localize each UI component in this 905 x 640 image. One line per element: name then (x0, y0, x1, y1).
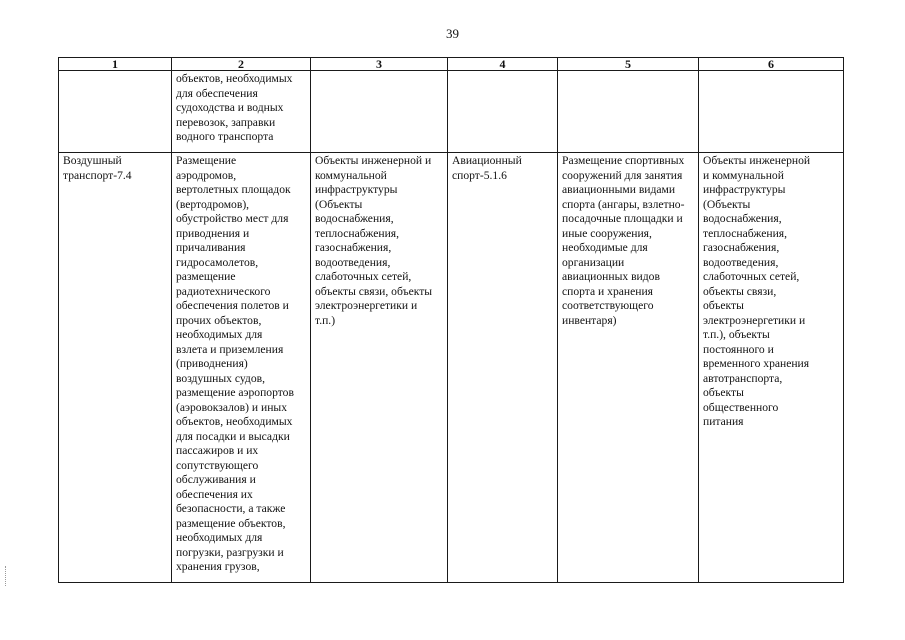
table-cell-conditional-use-objects: Объекты инженерной и коммунальной инфраструктуры (Объекты водоснабжения, теплоснабжения, газоснабжения, водоотведения, слаботочных сетей, объекты связи, объекты электроэнергетики и т.п.), объекты постоянного и временного хранения автотранспорта, объекты общественного питания (699, 153, 844, 583)
margin-mark (5, 566, 7, 586)
column-header-5: 5 (558, 58, 699, 71)
land-use-table (58, 57, 844, 583)
table-row-continued (59, 71, 844, 153)
table-cell-conditional-use-description: Размещение спортивных сооружений для занятия авиационными видами спорта (ангары, взлетно- посадочные площадки и иные сооружения, необходимые для организации авиационных видов спорта и хранения соответствующего инвентаря) (558, 153, 699, 583)
table-header-row (59, 58, 844, 71)
table-cell-main-use-type (59, 71, 172, 153)
table-cell-main-use-objects: Объекты инженерной и коммунальной инфраструктуры (Объекты водоснабжения, теплоснабжения, газоснабжения, водоотведения, слаботочных сетей, объекты связи, объекты электроэнергетики и т.п.) (311, 153, 448, 583)
page-number: 39 (446, 26, 459, 41)
table-cell-conditional-use-type: Авиационный спорт-5.1.6 (448, 153, 558, 583)
table-cell-conditional-use-description (558, 71, 699, 153)
table-cell-main-use-type: Воздушный транспорт-7.4 (59, 153, 172, 583)
column-header-4: 4 (448, 58, 558, 71)
table-cell-main-use-description: объектов, необходимых для обеспечения судоходства и водных перевозок, заправки водного транспорта (172, 71, 311, 153)
table-cell-conditional-use-type (448, 71, 558, 153)
table-cell-conditional-use-objects (699, 71, 844, 153)
table-cell-main-use-description: Размещение аэродромов, вертолетных площадок (вертодромов), обустройство мест для приводнения и причаливания гидросамолетов, размещение радиотехнического обеспечения полетов и прочих объектов, необходимых для взлета и приземления (приводнения) воздушных судов, размещение аэропортов (аэровокзалов) и иных объектов, необходимых для посадки и высадки пассажиров и их сопутствующего обслуживания и обеспечения их безопасности, а также размещение объектов, необходимых для погрузки, разгрузки и хранения грузов, (172, 153, 311, 583)
column-header-3: 3 (311, 58, 448, 71)
table-cell-main-use-objects (311, 71, 448, 153)
column-header-2: 2 (172, 58, 311, 71)
column-header-1: 1 (59, 58, 172, 71)
column-header-6: 6 (699, 58, 844, 71)
table-row-air-transport (59, 153, 844, 583)
